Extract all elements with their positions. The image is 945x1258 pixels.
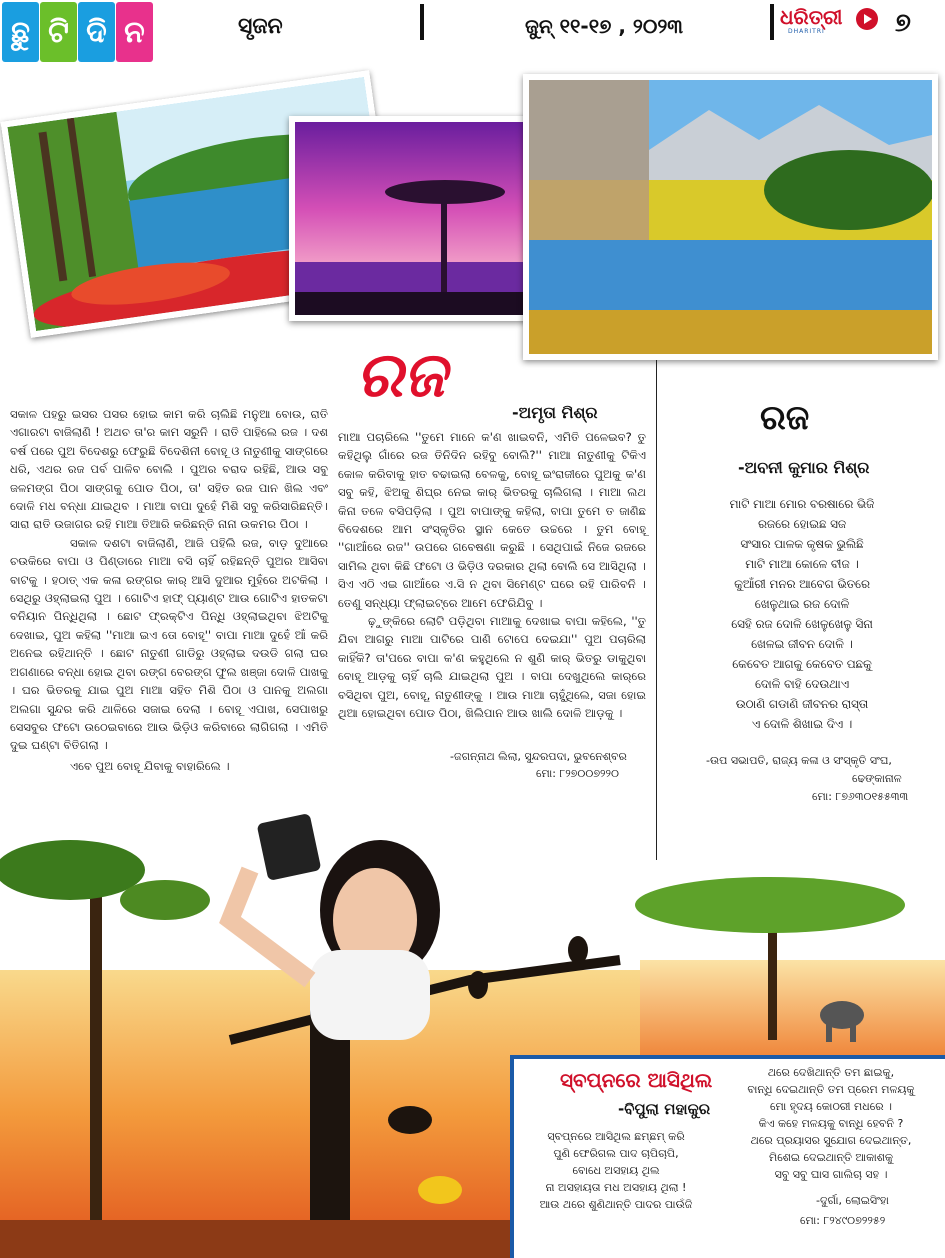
poem-line: ଥରେ ପ୍ରୟାସର ସୁଯୋଗ ଦେଇଥାନ୍ତ, — [750, 1134, 912, 1147]
poem-line: ମାଟି ମାଆ ମୋର ବରଷାରେ ଭିଜି — [729, 497, 875, 511]
poem-line: ଖେଳୁଥାଇ ରଜ ଦୋଳି — [754, 597, 850, 611]
brand-name: ଧରିତ୍ରୀ — [780, 5, 843, 29]
poem-line: ସେହି ରଜ ଦୋଳି ଖେଳୁଖେଳୁ ସିନା — [731, 617, 873, 631]
poem2-address: -ଦୁର୍ଗା, ଲୋଇସିଂହା — [816, 1194, 889, 1207]
story-para-5: ଢ଼ୁଙ୍କିରେ ଲୋଟି ପଡ଼ିଥିବା ମାଆକୁ ଦେଖାଇ ବାପା କହିଲେ, ''ତୁ ଯିବା ଆଗରୁ ମାଆ ପାଟିରେ ପାଣି ଟୋପେ ଦେଇଯା'' ପୁଅ ପଚାରିଲା କାହିଁକି? ତା'ପରେ ବାପା କ'ଣ କହୁଥିଲେ ନ ଶୁଣି କାର୍ ଭିତରୁ ଡାକୁଥିବା ବୋହୂ ଆଡ଼କୁ ଚାହିଁ ଚାଲି ଯାଇଥିଲା ପୁଅ । ବାପା ଦେଖୁଥିଲେ କାର୍‌ରେ ବସିଥିବା ପୁଅ, ବୋହୂ, ନାତୁଣୀଙ୍କୁ । ଆଉ ମାଆ ଚାହୁଁଥିଲେ, ସଜା ହୋଇ ଥିଆ ହୋଇଥିବା ପୋଡ ପିଠା, ଖିଲିପାନ ଆଉ ଖାଲି ଦୋଳି ଆଡ଼କୁ । — [338, 614, 646, 721]
story-column-1 — [10, 405, 328, 805]
story-para-4: ମାଆ ପଚାରିଲେ ''ତୁମେ ମାନେ କ'ଣ ଖାଇବନି, ଏମିତି ପଳେଇବ? ତୁ କହିଥିଲୁ ଗାଁରେ ରଜ ତିନିଦିନ ରହିବୁ ବୋଲି?'' ମାଆ ନାତୁଣୀକୁ ଟିକିଏ କୋଳ କରିବାକୁ ହାତ ବଢାଇଲା ବେଳକୁ, ବୋହୂ ଇଂରାଜୀରେ ପୁଅକୁ କ'ଣ ସବୁ କହି, ଝିଅକୁ ଶିଘ୍ର ନେଇ କାର୍ ଭିତରକୁ ଚାଲିଗଲା । ମାଆ ଲଥ କିନା ତଳେ ବସିପଡ଼ିଲା । ପୁଅ ବାପାଙ୍କୁ କହିଲା, ବାପା ତୁମେ ତ ଜାଣିଛ ବିଦେଶରେ ଆମ ସଂସ୍କୃତିର ସ୍ଥାନ କେତେ ଉଚ୍ଚରେ । ତୁମ ବୋହୂ ''ଗାଆଁରେ ରଜ'' ଉପରେ ଗବେଷଣା କରୁଛି । ସେଥିପାଇଁ ନିଜେ ରଜରେ ସାମିଲ ଥିବା କିଛି ଫଟୋ ଓ ଭିଡ଼ିଓ ଦରକାର ଥିଲା ବୋଲି ସେ ଆସିଥିଲା । ସିଏ ଏଠି ଏଇ ଗାଆଁରେ ଏ.ସି ନ ଥିବା ସିମେଣ୍ଟ ଘରେ ରହି ପାରିବନି । ତେଣୁ ସନ୍ଧ୍ୟା ଫ୍ଲାଇଟ୍‌ରେ ଆମେ ଫେରିଯିବୁ । — [338, 430, 646, 610]
poem2-right-stanza — [722, 1064, 940, 1183]
page-number: ୭ — [895, 8, 911, 38]
poem-line: ଏ ଦୋଳି ଶିଖାଇ ଦିଏ । — [751, 717, 853, 731]
play-icon — [856, 8, 878, 30]
brand-logo — [780, 6, 860, 35]
story-phone: ମୋ: ୮୨୭୦୦୭୨୨୦ — [536, 767, 619, 780]
poem-line: ରଜରେ ହୋଇଛ ସଜ — [757, 517, 847, 531]
poem-line: ଆଉ ଥରେ ଶୁଣିଥାନ୍ତି ପାଦର ପାଉଁଜି — [539, 1198, 693, 1211]
story-para-1: ସକାଳ ପହରୁ ଇସର ପସର ହୋଇ କାମ କରି ଚାଲିଛି ମନୁଆ ବୋଉ, ରାତି ଏଗାରଟା ବାଜିଲାଣି ! ଅଥଚ ତା'ର କାମ ସରୁନି । ରାତି ପାହିଲେ ରଜ । ଦଶ ବର୍ଷ ପରେ ପୁଅ ବିଦେଶରୁ ଫେରୁଛି ବିଦେଶିନୀ ବୋହୂ ଓ ନାତୁଣୀକୁ ସାଙ୍ଗରେ ଧରି, ଏଥର ରଜ ପର୍ବ ପାଳିବ ବୋଲି । ପୁଅର ବରାଦ ରହିଛି, ଆଉ ସବୁ ଜଳମଙ୍ଗ ପିଠା ସାଙ୍ଗକୁ ପୋଡ ପିଠା, ତା' ସହିତ ରଜ ପାନ ଖିଲ ଏବଂ ଦୋଳି ମଧ ବନ୍ଧା ଯାଇଥିବ । ମାଆ ବାପା ଦୁହେଁ ମିଶି ସବୁ କରିସାରିଛନ୍ତି। ସାରା ରାତି ଉଜାଗର ରହି ମାଆ ତିଆରି କରିଛନ୍ତି ନାନା ଉକମର ପିଠା । — [10, 407, 328, 532]
poem2-author: -ବିପୁଲା ମହାକୁର — [618, 1100, 711, 1118]
story-address: -ଜଗନ୍ନାଥ ଲିଲା, ସୁନ୍ଦରପଦା, ଭୁବନେଶ୍ବର — [450, 750, 627, 763]
poem-line: ଥରେ ଦେଖିଥାନ୍ତି ତମ ଛାଇକୁ, — [767, 1066, 895, 1079]
story-title: ରଜ — [356, 338, 446, 411]
poem-line: ଦୋଳି ବାହି ଦେଉଥାଏ — [754, 677, 849, 691]
story-paragraph — [10, 757, 328, 775]
header-divider — [770, 4, 774, 40]
poem2-phone: ମୋ: ୮୨୪୯୦୭୨୨୫୨ — [800, 1214, 886, 1227]
poem-line: କୁଆଁରୀ ମନର ଆବେଗ ଭିତରେ — [734, 577, 870, 591]
poem-line: କିଏ କହେ ମଳୟକୁ ବାନ୍ଧି ହେବନି ? — [758, 1117, 904, 1130]
logo-letter: ଦି — [78, 2, 115, 62]
poem1-address: -ଉପ ସଭାପତି, ରାଜ୍ୟ କଳା ଓ ସଂସ୍କୃତି ସଂଘ, — [706, 754, 892, 767]
poem1-title: ରଜ — [760, 398, 810, 438]
poem-line: ଖେଳଇ ଜୀବନ ଦୋଳି । — [751, 637, 853, 651]
story-paragraph — [338, 428, 646, 612]
poem-line: ମିଶେଇ ଦେଇଥାନ୍ତି ଆକାଶକୁ — [768, 1151, 894, 1164]
brand-subtitle: DHARITRI — [788, 28, 825, 35]
poem-line: ମୋ ହୃଦୟ କୋଠରୀ ମଧରେ । — [770, 1100, 892, 1113]
poem-line: ଉଠାଣି ଗଡାଣି ଜୀବନର ରାସ୍ତା — [735, 697, 869, 711]
poem1-address-city: ଢେଙ୍କାନାଳ — [852, 772, 902, 785]
poem-line: ବାନ୍ଧି ଦେଇଥାନ୍ତି ତମ ପ୍ରେମ ମଳୟକୁ — [747, 1083, 915, 1096]
story-column-2 — [338, 428, 646, 788]
mountain-lake-photo — [523, 74, 938, 360]
poem2-title: ସ୍ବପ୍ନରେ ଆସିଥିଲ — [560, 1068, 713, 1092]
poem2-left-stanza — [516, 1128, 716, 1213]
header-divider — [420, 4, 424, 40]
story-author: -ଅମୃତା ମିଶ୍ର — [512, 403, 598, 422]
poem1-body — [666, 494, 938, 734]
poem-line: କେବେତ ଆଗକୁ କେବେତ ପଛକୁ — [732, 657, 872, 671]
poem-line: ବୋଧେ ଅସହାୟ ଥିଲ — [572, 1164, 660, 1177]
story-paragraph — [10, 405, 328, 534]
logo-letter: ନ — [116, 2, 153, 62]
poem-line: ମାଟି ମାଆ କୋଳେ ବୀଜ । — [745, 557, 859, 571]
poem1-phone: ମୋ: ୮୭୬୩୦୧୫୫୩୩ — [812, 790, 909, 803]
story-paragraph — [338, 612, 646, 722]
poem-line: ନା ଅସହାୟତା ମଧ ଅସହାୟ ଥିଲା ! — [545, 1181, 687, 1194]
issue-date: ଜୁନ୍ ୧୧-୧୭ , ୨୦୨୩ — [525, 14, 684, 38]
logo-letter: ଟି — [40, 2, 77, 62]
logo-letter: ଛୁ — [2, 2, 39, 62]
poem-line: ସବୁ ସବୁ ଘାସ ଗାଲିଚା ସହ । — [774, 1168, 888, 1181]
column-divider — [656, 360, 657, 860]
section-title: ସୃଜନ — [238, 14, 283, 39]
page-header — [0, 0, 945, 64]
poem-line: ସ୍ବପ୍ନରେ ଆସିଥିଲ ଛମ୍ଛମ୍ କରି — [547, 1130, 685, 1143]
poem-line: ସଂସାର ପାଳକ କୃଷକ ଭୁଲିଛି — [740, 537, 864, 551]
story-para-2: ସକାଳ ଦଶଟା ବାଜିଲାଣି, ଆଜି ପହିଲି ରଜ, ବାଡ଼ ଦୁଆରେ ଚଉକିରେ ବାପା ଓ ପିଣ୍ଡାରେ ମାଆ ବସି ଚାହିଁ ରହିଛନ୍ତି ପୁଅର ଆସିବା ବାଟକୁ । ହଠାତ୍ ଏକ କଳା ରଙ୍ଗର କାର୍ ଆସି ଦୁଆର ମୁହଁରେ ଅଟକିଲା । ସେଥିରୁ ଓହ୍ଲାଇଲା ପୁଅ । ଗୋଟିଏ ହାଫ୍ ପ୍ୟାଣ୍ଟ ଆଉ ଗୋଟିଏ ହାତକଟା ବନିୟାନ ପିନ୍ଧିଥିଲା । ଛୋଟ ଫ୍ରକ୍ଟିଏ ପିନ୍ଧି ଓହ୍ଲାଇଥିବା ଝିଅଟିକୁ ଦେଖାଇ, ପୁଅ କହିଲା ''ମାଆ ଇଏ ତୋ ବୋହୂ'' ବାପା ମାଆ ଦୁହେଁ ଆଁ କରି ଅନେଇ ରହିଥାନ୍ତି । ଛୋଟ ନାତୁଣୀ ଗାଡିରୁ ଓହ୍ଲାଇ ଦଉଡି ଗଲା ଘର ଅଗଣାରେ ବନ୍ଧା ହୋଇ ଥିବା ରଙ୍ଗ ବେରଙ୍ଗ ଫୁଲ ଖଞ୍ଜା ଦୋଳି ପାଖକୁ । ଘର ଭିତରକୁ ଯାଇ ପୁଅ ମାଆ ସହିତ ମିଶି ପିଠା ଓ ପାନକୁ ଅଲଗା ଅଲଗା ସୁନ୍ଦର କରି ଥାଳିରେ ସଜାଇ ଦେଲା । ବୋହୂ ଏପାଖ, ସେପାଖରୁ ସେସବୁର ଫଟୋ ଉଠେଇବାରେ ଆଉ ଭିଡ଼ିଓ କରିବାରେ ଲାଗିଗଲା । ଏମିତି ଦୁଇ ଘଣ୍ଟା ବିତିଗଲା । — [10, 535, 328, 753]
poem1-author: -ଅବନୀ କୁମାର ମିଶ୍ର — [738, 458, 870, 477]
poem-line: ପୁଣି ଫେରିଗଲ ପାଦ ଚାପିଚାପି, — [553, 1147, 679, 1160]
story-para-3: ଏବେ ପୁଅ ବୋହୂ ଯିବାକୁ ବାହାରିଲେ । — [70, 758, 230, 773]
story-paragraph — [10, 534, 328, 755]
